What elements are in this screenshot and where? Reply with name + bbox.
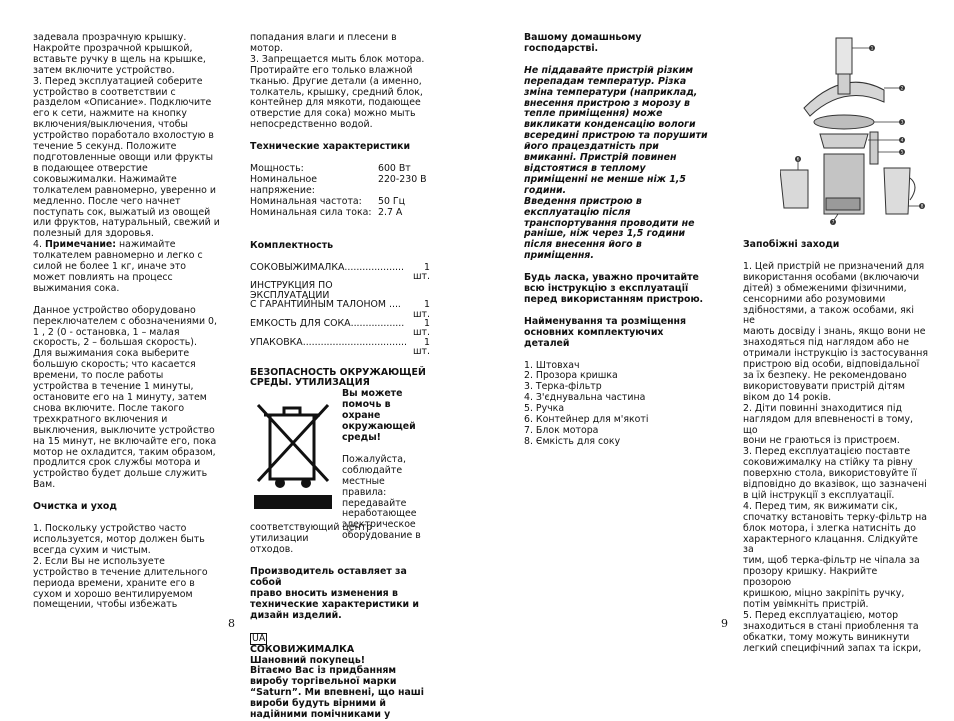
kit-item: УПАКОВКА................................... (250, 336, 408, 348)
text-line: вироби будуть вірними й (250, 698, 386, 710)
text-line: віком до 14 років. (743, 391, 832, 403)
text-line: соковыжималки. Нажимайте (33, 173, 177, 185)
text-line: всегда сухим и чистым. (33, 544, 151, 556)
safeguards-text (743, 262, 928, 655)
safety-heading (250, 368, 430, 390)
text-line: продлится срок службы мотора и (33, 457, 201, 469)
kit-item: ЕМКОСТЬ ДЛЯ СОКА.................. (250, 317, 405, 329)
kit-list (250, 263, 430, 357)
text-line: 6. Контейнер для м'якоті (524, 414, 649, 426)
text-line: 1 , 2 (0 - остановка, 1 – малая (33, 326, 180, 338)
text-line: силой не более 1 кг, иначе это (33, 261, 187, 273)
text-line: 2. Діти повинні знаходитися під (743, 402, 902, 414)
spec-value: 2.7 А (378, 206, 403, 218)
text-line: толкатель, крышку, средний блок, (250, 86, 423, 98)
left-page-column-1 (33, 33, 221, 611)
text-line: обкатки, тому можуть виникнути (743, 631, 910, 643)
text-line: мають досвіду і знань, якщо вони не (743, 326, 926, 338)
kit-qty: 1 шт. (412, 317, 430, 339)
text-line: перепадам температур. Різка (524, 75, 687, 87)
kit-item: СОКОВЫЖИМАЛКА.................... (250, 261, 404, 273)
text-line: попадания влаги и плесени в мотор. (250, 32, 397, 54)
text-line: соблюдайте (342, 464, 403, 476)
text-line: 3. Перед эксплуатацией соберите (33, 75, 203, 87)
spec-label: Номинальная сила тока: (250, 206, 372, 218)
text-line: відповідно до вказівок, що зазначені (743, 479, 927, 491)
crossed-out-bin-icon (250, 395, 336, 511)
text-line: вони не граються із пристроєм. (743, 435, 900, 447)
pusher-shape (836, 38, 852, 74)
recycle-text (342, 389, 432, 542)
temperature-warning (524, 66, 714, 262)
text-line: деталей (524, 337, 570, 349)
spec-value: 600 Вт (378, 163, 411, 175)
parts-list (524, 361, 714, 448)
text-line: большую скорость; что касается (33, 359, 196, 371)
text-line: поверхню стола, використовуйте її (743, 468, 917, 480)
diagram-label: 8 (920, 204, 924, 210)
text-line: задевала прозрачную крышку. (33, 32, 187, 43)
text-line: времени, то после работы (33, 370, 164, 382)
kit-item: ИНСТРУКЦИЯ ПО ЭКСПЛУАТАЦИИ (250, 280, 333, 301)
text-line: неработающее (342, 508, 417, 520)
text-line: Вам. (33, 479, 56, 491)
text-line: отверстие для сока) можно мыть (250, 108, 416, 120)
cleaning-heading: Очистка и уход (33, 501, 117, 513)
text-line: 5. Перед експлуатацією, мотор (743, 609, 899, 621)
text-line: 5. Ручка (524, 403, 565, 415)
text-line: легкий специфічний запах та іскри, (743, 642, 922, 654)
note-text (33, 251, 221, 295)
intro-continued (524, 33, 714, 55)
text-line: помещении, чтобы избежать (33, 599, 178, 611)
text-line: знаходиться в стані приоблення та (743, 620, 919, 632)
text-line: 3. Запрещается мыть блок мотора. (250, 53, 425, 65)
specs-heading: Технические характеристики (250, 141, 411, 153)
text-line: устройство будет дольше служить (33, 468, 208, 480)
text-line: его к сети, нажмите на кнопку (33, 108, 187, 120)
text-line: выжимания сока. (33, 282, 120, 294)
text-line: прозору кришку. Накрийте прозорою (743, 566, 878, 589)
diagram-label: 4 (900, 138, 904, 144)
text-line: 2. Прозора кришка (524, 370, 618, 382)
kit-heading: Комплектность (250, 239, 334, 251)
text-line: на 15 минут, не включайте его, пока (33, 435, 217, 447)
text-line: окружающей (342, 421, 416, 433)
text-line: Вашому домашньому (524, 32, 642, 43)
spec-value: 220-230 В (378, 173, 427, 185)
text-line: снова включите. После такого (33, 402, 185, 414)
text-line: Найменування та розміщення (524, 315, 687, 327)
text-line: течение 5 секунд. Положите (33, 141, 177, 153)
text-line: право вносить изменения в (250, 587, 398, 599)
text-line: разделом «Описание». Подключите (33, 97, 212, 109)
text-line: Вітаємо Вас із придбанням (250, 665, 397, 677)
text-line: СРЕДЫ. УТИЛИЗАЦИЯ (250, 377, 370, 389)
text-line: пристрою від особи, відповідальної (743, 359, 920, 371)
text-line: 4. Перед тим, як вижимати сік, (743, 500, 898, 512)
text-line: полезный для здоровья. (33, 228, 154, 240)
text-line: всю інструкцію з експлуатації (524, 283, 689, 295)
text-line: в подающее отверстие (33, 162, 148, 174)
handle-shape (870, 132, 878, 164)
kit-qty (407, 281, 430, 300)
text-line: соответствующий центр утилизации (250, 522, 373, 545)
spec-label: Номинальное напряжение: (250, 173, 317, 196)
text-line: внесення пристрою з морозу в (524, 97, 690, 109)
diagram-label: 1 (870, 46, 874, 52)
spec-value: 50 Гц (378, 195, 406, 207)
text-line: подготовленные овощи или фрукты (33, 151, 213, 163)
left-page-column-2 (250, 33, 430, 721)
read-instructions-note (524, 273, 714, 306)
text-line: Вы можете (342, 388, 403, 400)
text-line: трехкратного включения и (33, 413, 168, 425)
diagram-label: 3 (900, 120, 904, 126)
text-line: “Saturn”. Ми впевнені, що наші (250, 687, 424, 699)
text-line: затем включите устройство. (33, 64, 175, 76)
diagram-label: 2 (900, 86, 904, 92)
text-line: Пожалуйста, (342, 453, 406, 465)
text-line: викликати конденсацію вологи (524, 119, 696, 131)
text-line: Протирайте его только влажной (250, 64, 413, 76)
diagram-label: 5 (900, 150, 904, 156)
text-line: знаходяться під наглядом або не (743, 337, 910, 349)
text-line: тим, щоб терка-фільтр не чіпала за (743, 555, 920, 567)
pulp-container-shape (780, 170, 808, 208)
safeguards-heading: Запобіжні заходи (743, 239, 840, 250)
text-line: устройство в соответствии с (33, 86, 176, 98)
text-line: включения/выключения, чтобы (33, 119, 188, 131)
ua-title: СОКОВИЖИМАЛКА (250, 643, 355, 655)
text-line: експлуатацію після (524, 206, 631, 218)
text-line: мотор не охладится, таким образом, (33, 446, 216, 458)
text-line: за їх безпеку. Не рекомендовано (743, 369, 907, 381)
text-line: толкателем равномерно и легко с (33, 250, 203, 262)
manufacturer-note (250, 567, 430, 622)
text-line: устройство поработало вхолостую в (33, 130, 214, 142)
text-line: тканью. Другие детали (а именно, (250, 75, 422, 87)
text-line: поступать сок, выжатый из овощей (33, 206, 211, 218)
kit-qty: 1 шт. (412, 336, 430, 358)
text-line: сенсорними або розумовими (743, 293, 886, 305)
text-line: местные правила: (342, 475, 387, 498)
text-line: сухом и хорошо вентилируемом (33, 588, 193, 600)
filter-shape (814, 115, 874, 129)
text-line: устройства в течение 1 минуты, (33, 381, 194, 393)
juice-jug-shape (884, 168, 910, 214)
ua-greeting: Шановний покупець! (250, 654, 366, 666)
text-line: соковижималку на стійку та рівну (743, 457, 913, 469)
text-line: 3. Перед експлуатацією поставте (743, 446, 911, 458)
specs-table (250, 164, 430, 219)
text-line: Не піддавайте пристрій різким (524, 64, 693, 76)
text-line: Будь ласка, уважно прочитайте (524, 272, 699, 284)
note-label: Примечание: (44, 239, 117, 251)
text-line: дітей) з обмеженими фізичними, (743, 282, 907, 294)
text-line: приміщенні не менше ніж 1,5 (524, 173, 686, 185)
diagram-label: 6 (796, 157, 800, 163)
text-line: приміщення. (524, 250, 594, 262)
right-page-column-1 (524, 33, 714, 448)
text-line: периода времени, храните его в (33, 577, 195, 589)
text-line: використовувати пристрій дітям (743, 380, 905, 392)
note-line: 4. Примечание: нажимайте (33, 239, 176, 251)
cleaning-continued (250, 33, 430, 131)
text-line: транспортування проводити не (524, 217, 695, 229)
text-line: технические характеристики и (250, 598, 419, 610)
text-line: вмиканні. Пристрій повинен (524, 152, 677, 164)
page-number-left: 8 (228, 617, 235, 630)
text-line: 8. Ємкість для соку (524, 435, 621, 447)
text-line: блок мотора, і злегка натисніть до (743, 522, 916, 534)
text-line: отходов. (250, 544, 294, 556)
text-line: 1. Цей пристрій не призначений для (743, 260, 925, 272)
text-line: медленно. После чего начнет (33, 195, 181, 207)
text-line: 1. Штовхач (524, 359, 580, 371)
text-line: 3. Терка-фільтр (524, 381, 602, 393)
spec-label: Мощность: (250, 163, 304, 175)
text-line: электрическое (342, 519, 416, 531)
text-line: Производитель оставляет за собой (250, 566, 407, 588)
text-line: вставьте ручку в щель на крышке, (33, 53, 206, 65)
text-line: переключателем с обозначениями 0, (33, 315, 217, 327)
juicer-diagram (780, 30, 932, 226)
text-line: тепле приміщення) може (524, 108, 663, 120)
text-line: помочь в (342, 399, 391, 411)
text-line: його працездатність при (524, 141, 659, 153)
right-page-column-2 (743, 240, 928, 655)
text-line: наглядом для впевненості в тому, що (743, 413, 914, 436)
text-line: потім увімкніть пристрій. (743, 599, 869, 610)
text-line: или фруктов, натуральный, свежий и (33, 217, 220, 229)
language-tag: UA (252, 632, 266, 644)
text-line: зміна температури (наприклад, (524, 86, 698, 98)
text-line: 7. Блок мотора (524, 425, 599, 436)
kit-qty: 1 шт. (412, 261, 430, 282)
text-line: БЕЗОПАСНОСТЬ ОКРУЖАЮЩЕЙ (250, 366, 426, 378)
text-line: Данное устройство оборудовано (33, 304, 196, 316)
text-line: контейнер для мякоти, подающее (250, 97, 421, 109)
text-line: години. (524, 184, 567, 196)
assembly-text (33, 33, 221, 240)
text-line: толкателем равномерно, уверенно и (33, 184, 216, 196)
diagram-label: 7 (831, 220, 835, 226)
kit-qty: 1 шт. (412, 299, 430, 320)
text-line: господарстві. (524, 42, 599, 54)
parts-heading (524, 317, 714, 350)
text-line: в цій інструкції з експлуатації. (743, 489, 895, 501)
text-line: передавайте (342, 497, 407, 509)
cleaning-text (33, 524, 221, 611)
text-line: використання особами (включаючи (743, 271, 920, 283)
text-line: кришкою, міцно закріпіть ручку, (743, 588, 905, 600)
text-line: оборудование в (342, 530, 421, 542)
connector-shape (820, 134, 868, 148)
page-number-right: 9 (721, 617, 728, 630)
text-line: спочатку встановіть терку-фільтр на (743, 511, 927, 523)
text-line: виробу торгівельної марки (250, 676, 397, 688)
text-line: після внесення його в (524, 239, 642, 251)
text-line: отримали інструкцію із застосування (743, 348, 929, 360)
text-line: Накройте прозрачной крышкой, (33, 42, 193, 54)
text-line: здібностями, а також особами, які не (743, 304, 915, 327)
text-line: устройство в течение длительного (33, 566, 208, 578)
text-line: 2. Если Вы не используете (33, 555, 165, 567)
text-line: характерного клацання. Слідкуйте за (743, 533, 918, 556)
text-line: выключения, выключите устройство (33, 424, 215, 436)
text-line: используется, мотор должен быть (33, 533, 205, 545)
text-line: может повлиять на процесс (33, 271, 173, 283)
text-line: непосредственно водой. (250, 119, 373, 131)
text-line: перед використанням пристрою. (524, 293, 704, 305)
text-line: 4. З'єднувальна частина (524, 392, 646, 404)
kit-item: С ГАРАНТИЙНЫМ ТАЛОНОМ .... (250, 299, 401, 311)
text-line: охране (342, 410, 381, 422)
text-line: скорость, 2 – большая скорость). (33, 337, 197, 349)
speed-paragraph (33, 306, 221, 491)
text-line: раніше, ніж через 1,5 години (524, 228, 686, 240)
text-line: відстоятися в теплому (524, 162, 646, 174)
text-line: остановите его на 1 минуту, затем (33, 392, 207, 403)
spec-label: Номинальная частота: (250, 195, 362, 207)
text-line: надійними помічниками у (250, 709, 391, 721)
text-line: среды! (342, 432, 381, 443)
text-line: дизайн изделий. (250, 609, 342, 621)
text-line: Введення пристрою в (524, 195, 642, 207)
text-line: 1. Поскольку устройство часто (33, 523, 187, 535)
text-line: всередині пристрою та порушити (524, 130, 708, 142)
text-line: Для выжимания сока выберите (33, 348, 190, 360)
text-line: основних комплектуючих (524, 326, 664, 338)
